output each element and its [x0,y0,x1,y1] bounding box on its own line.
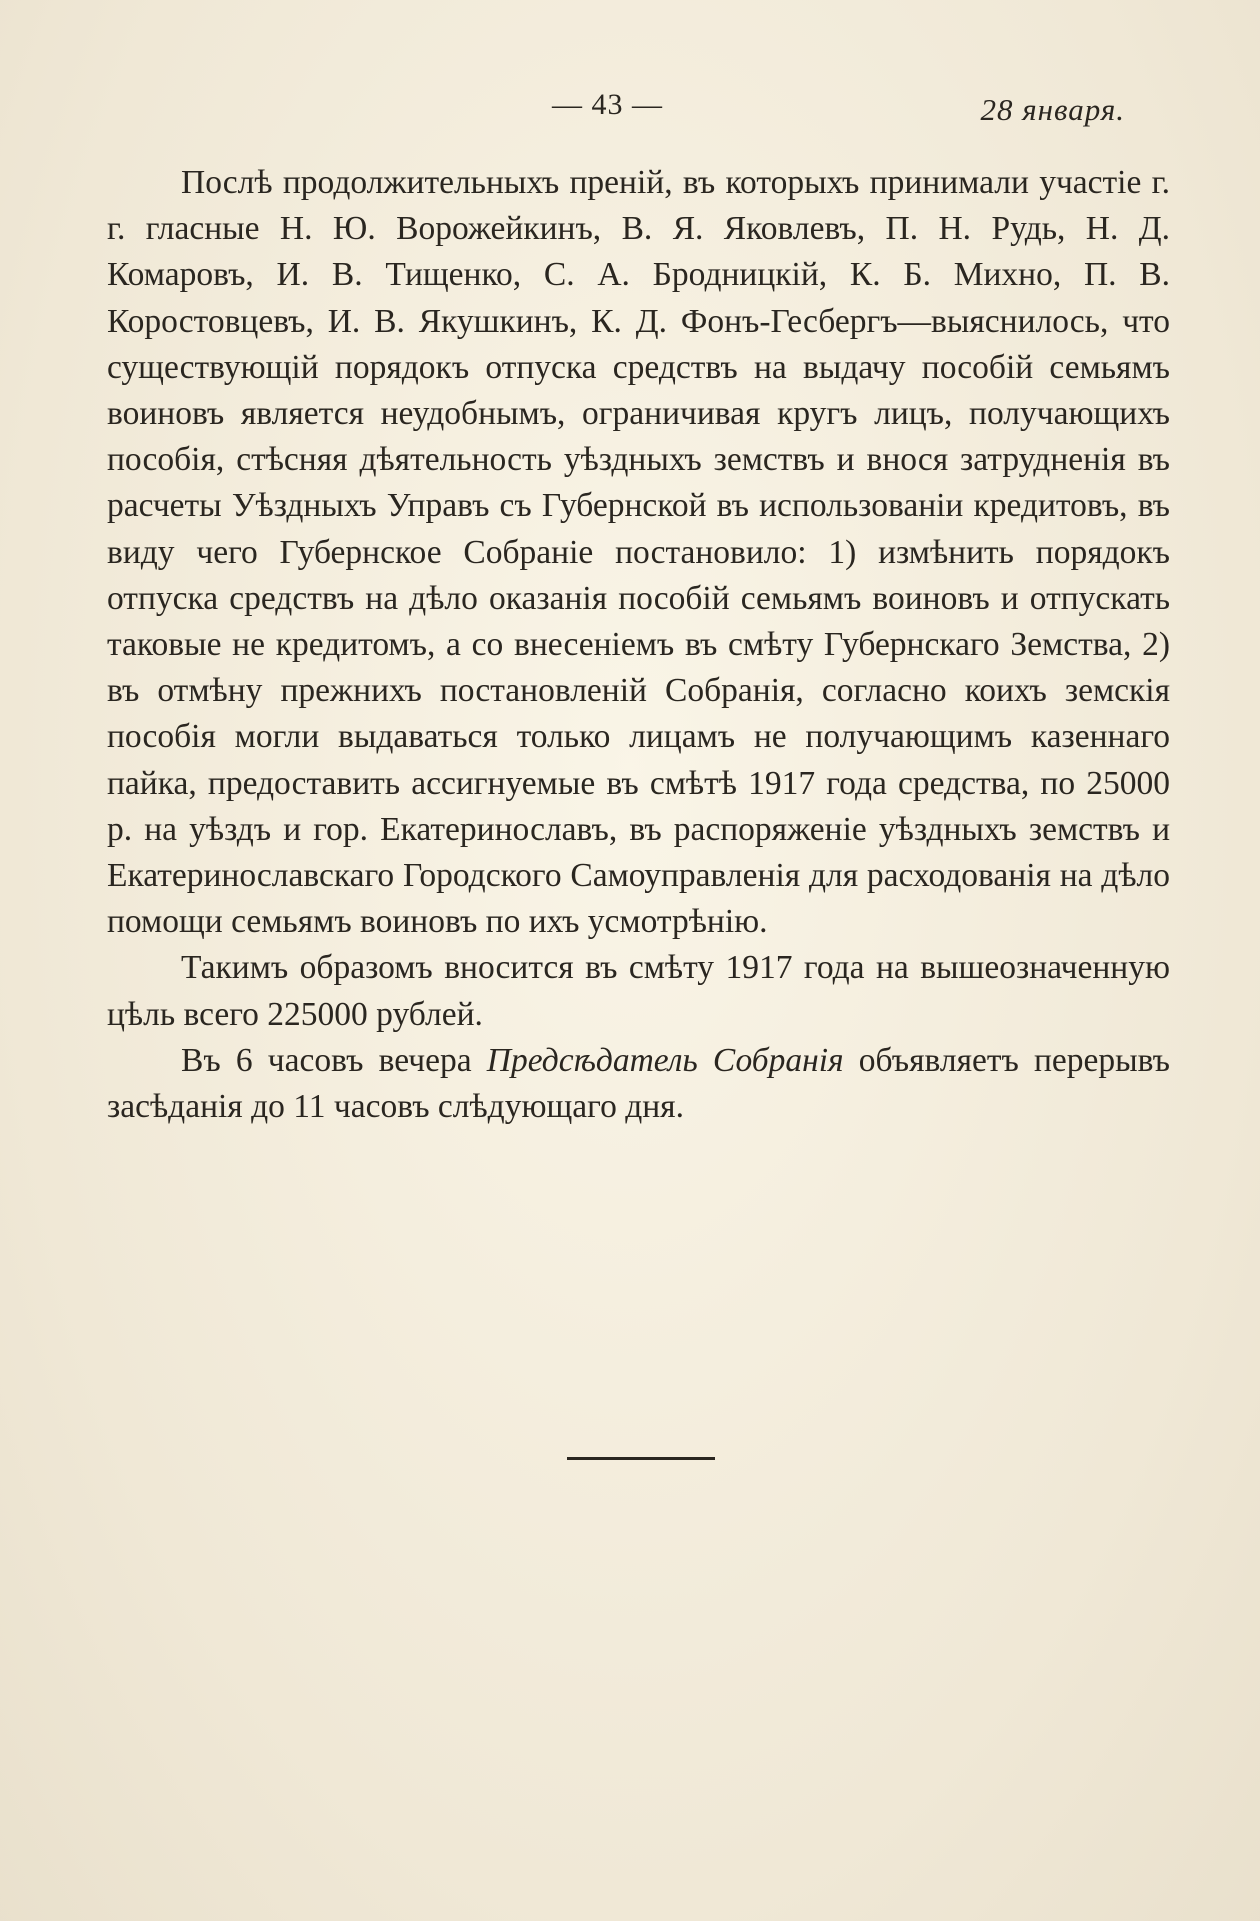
page-header [0,88,1260,128]
page-number: — 43 — [552,88,663,121]
paragraph-budget-total: Такимъ образомъ вносится въ смѣту 1917 года на вышеозначенную цѣль всего 225000 рублей. [107,949,1170,1033]
paragraph-adjournment [107,1038,1170,1130]
section-end-rule [567,1457,715,1460]
chairman-title: Предсѣдатель Собранія [486,1041,844,1079]
paragraph-resolution: Послѣ продолжительныхъ преній, въ которыхъ принимали участіе г. г. гласные Н. Ю. Ворожейкинъ, В. Я. Яковлевъ, П. Н. Рудь, Н. Д. Комаровъ, И. В. Тищенко, С. А. Бродницкій, К. Б. Михно, П. В. Коростовцевъ, И. В. Якушкинъ, К. Д. Фонъ-Гесбергъ—выяснилось, что существующій порядокъ отпуска средствъ на выдачу пособій семьямъ воиновъ является неудобнымъ, ограничивая кругъ лицъ, получающихъ пособія, стѣсняя дѣятельность уѣздныхъ земствъ и внося затрудненія въ расчеты Уѣздныхъ Управъ съ Губернской въ использованіи кредитовъ, въ виду чего Губернское Собраніе постановило: 1) измѣнить порядокъ отпуска средствъ на дѣло оказанія пособій семьямъ воиновъ и отпускать таковые не кредитомъ, а со внесеніемъ въ смѣту Губернскаго Земства, 2) въ отмѣну прежнихъ постановленій Собранія, согласно коихъ земскія пособія могли выдаваться только лицамъ не получающимъ казеннаго пайка, предоставить ассигнуемые въ смѣтѣ 1917 года средства, по 25000 р. на уѣздъ и гор. Екатеринославъ, въ распоряженіе уѣздныхъ земствъ и Екатеринославскаго Городского Самоуправленія для расходованія на дѣло помощи семьямъ воиновъ по ихъ усмотрѣнію. [107,164,1170,941]
body-text [107,160,1170,1130]
running-head-date: 28 января. [980,92,1125,127]
adjournment-text-start: Въ 6 часовъ вечера [181,1041,487,1079]
adjournment-text-end: объявляетъ перерывъ засѣданія до 11 часовъ слѣдующаго дня. [107,1041,1170,1126]
